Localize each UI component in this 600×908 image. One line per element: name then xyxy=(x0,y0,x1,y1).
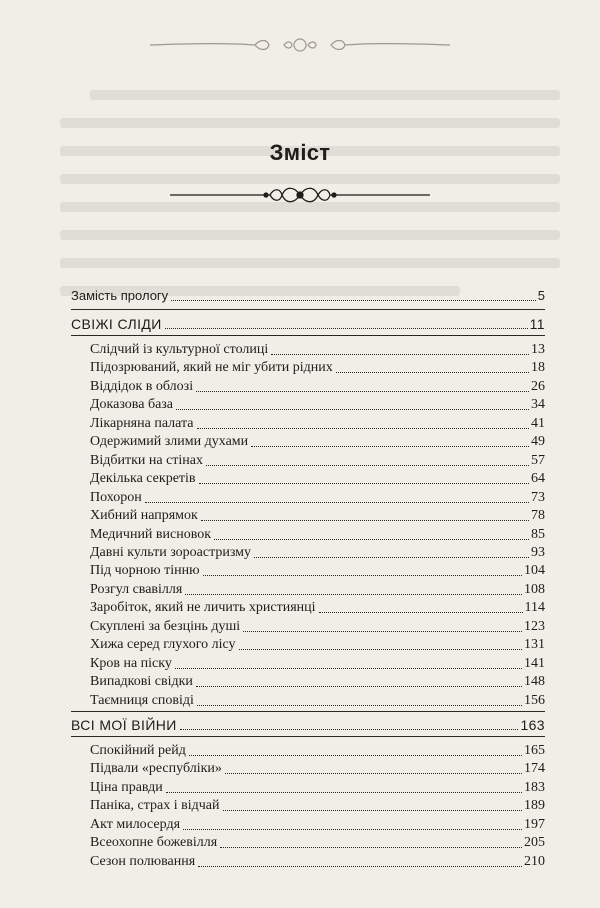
toc-entry xyxy=(90,653,545,673)
dot-leader xyxy=(196,686,522,687)
toc-entry xyxy=(90,777,545,797)
page-number: 49 xyxy=(531,434,545,450)
dot-leader xyxy=(220,847,522,848)
page-number: 148 xyxy=(524,674,545,690)
page-number: 163 xyxy=(520,717,545,733)
entry-title: Замість прологу xyxy=(71,288,169,303)
toc-section-heading xyxy=(71,714,545,734)
dot-leader xyxy=(189,755,522,756)
toc-entry xyxy=(90,740,545,760)
section-divider xyxy=(71,736,545,737)
toc-prologue-entry xyxy=(71,285,545,305)
dot-leader xyxy=(251,446,529,447)
page-title: Зміст xyxy=(269,140,331,165)
dot-leader xyxy=(206,465,529,466)
page-number: 57 xyxy=(531,452,545,468)
dot-leader xyxy=(254,557,529,558)
page-number: 205 xyxy=(524,835,545,851)
entry-title: Підозрюваний, який не міг убити рідних xyxy=(90,360,333,376)
entry-title: Випадкові свідки xyxy=(90,674,193,690)
page-number: 73 xyxy=(531,489,545,505)
dot-leader xyxy=(201,520,529,521)
entry-title: Доказова база xyxy=(90,397,174,413)
entry-title: Віддідок в облозі xyxy=(90,378,194,394)
toc-entry xyxy=(90,487,545,507)
dot-leader xyxy=(319,612,523,613)
dot-leader xyxy=(203,575,522,576)
dot-leader xyxy=(145,502,529,503)
toc-entry xyxy=(90,579,545,599)
entry-title: Лікарняна палата xyxy=(90,415,194,431)
dot-leader xyxy=(176,409,529,410)
page-number: 114 xyxy=(524,600,545,616)
toc-entry xyxy=(90,542,545,562)
entry-title: Давні культи зороастризму xyxy=(90,544,252,560)
dot-leader xyxy=(271,354,529,355)
page-number: 13 xyxy=(531,342,545,357)
page-number: 104 xyxy=(524,563,545,579)
dot-leader xyxy=(183,829,522,830)
entry-title: Хижа серед глухого лісу xyxy=(90,637,236,653)
page-number: 183 xyxy=(524,779,545,795)
page-number: 85 xyxy=(531,526,545,542)
entry-title: Спокійний рейд xyxy=(90,743,186,758)
toc-entry xyxy=(90,339,545,359)
toc-entry xyxy=(90,832,545,852)
dot-leader xyxy=(336,372,529,373)
entry-title: Всеохопне божевілля xyxy=(90,835,218,851)
toc-entry xyxy=(90,413,545,433)
dot-leader xyxy=(196,391,529,392)
entry-title: Відбитки на стінах xyxy=(90,452,204,468)
entry-title: Кров на піску xyxy=(90,655,172,671)
entry-title: Скуплені за безцінь душі xyxy=(90,618,241,634)
entry-title: Медичний висновок xyxy=(90,526,212,542)
dot-leader xyxy=(199,483,529,484)
page-number: 26 xyxy=(531,378,545,394)
dot-leader xyxy=(198,866,522,867)
page-number: 93 xyxy=(531,544,545,560)
dot-leader xyxy=(197,705,522,706)
entry-title: СВІЖІ СЛІДИ xyxy=(71,316,162,332)
entry-title: Сезон полювання xyxy=(90,853,196,869)
entry-title: Ціна правди xyxy=(90,779,163,795)
toc-entry xyxy=(90,560,545,580)
toc-entry xyxy=(90,597,545,617)
page-number: 165 xyxy=(524,743,545,758)
section-divider xyxy=(71,335,545,336)
page-number: 41 xyxy=(531,415,545,431)
entry-title: Заробіток, який не личить християнці xyxy=(90,600,316,616)
entry-title: Хибний напрямок xyxy=(90,508,198,524)
toc-entry xyxy=(90,814,545,834)
page-number: 5 xyxy=(537,288,545,303)
toc-section-heading xyxy=(71,313,545,333)
toc-entry xyxy=(90,394,545,414)
toc-entry xyxy=(90,758,545,778)
toc-entry xyxy=(90,671,545,691)
page-number: 141 xyxy=(524,655,545,671)
entry-title: Одержимий злими духами xyxy=(90,434,249,450)
toc-entry xyxy=(90,468,545,488)
dot-leader xyxy=(225,773,522,774)
page-number: 131 xyxy=(524,637,545,653)
page-number: 197 xyxy=(524,816,545,832)
toc-entry xyxy=(90,851,545,871)
dot-leader xyxy=(165,328,528,329)
toc-entry xyxy=(90,357,545,377)
dot-leader xyxy=(185,594,522,595)
dot-leader xyxy=(171,300,536,301)
section-divider xyxy=(71,309,545,310)
toc-entry xyxy=(90,795,545,815)
page-number: 18 xyxy=(531,360,545,376)
dot-leader xyxy=(175,668,522,669)
page-number: 189 xyxy=(524,798,545,814)
dot-leader xyxy=(243,631,522,632)
toc-entry xyxy=(90,450,545,470)
entry-title: Акт милосердя xyxy=(90,816,181,832)
page-number: 156 xyxy=(524,692,545,708)
toc-entry xyxy=(90,690,545,710)
entry-title: ВСІ МОЇ ВІЙНИ xyxy=(71,717,177,733)
page-number: 78 xyxy=(531,508,545,524)
dot-leader xyxy=(166,792,522,793)
entry-title: Таємниця сповіді xyxy=(90,692,194,708)
page-number: 64 xyxy=(531,471,545,487)
toc-entry xyxy=(90,524,545,544)
dot-leader xyxy=(180,729,519,730)
toc-entry xyxy=(90,505,545,525)
dot-leader xyxy=(197,428,530,429)
entry-title: Слідчий із культурної столиці xyxy=(90,342,269,357)
toc-entry xyxy=(90,616,545,636)
toc-entry xyxy=(90,376,545,396)
dot-leader xyxy=(223,810,523,811)
entry-title: Розгул свавілля xyxy=(90,581,183,597)
page-number: 34 xyxy=(531,397,545,413)
toc-entry xyxy=(90,431,545,451)
dot-leader xyxy=(239,649,522,650)
entry-title: Декілька секретів xyxy=(90,471,196,487)
page-number: 210 xyxy=(524,853,545,869)
dot-leader xyxy=(214,539,529,540)
entry-title: Під чорною тінню xyxy=(90,563,200,579)
page-number: 11 xyxy=(529,316,545,332)
entry-title: Похорон xyxy=(90,489,142,505)
entry-title: Підвали «республіки» xyxy=(90,761,222,777)
page-number: 123 xyxy=(524,618,545,634)
page-number: 108 xyxy=(524,581,545,597)
entry-title: Паніка, страх і відчай xyxy=(90,798,220,814)
page-number: 174 xyxy=(524,761,545,777)
section-divider xyxy=(71,711,545,712)
toc-entry xyxy=(90,634,545,654)
